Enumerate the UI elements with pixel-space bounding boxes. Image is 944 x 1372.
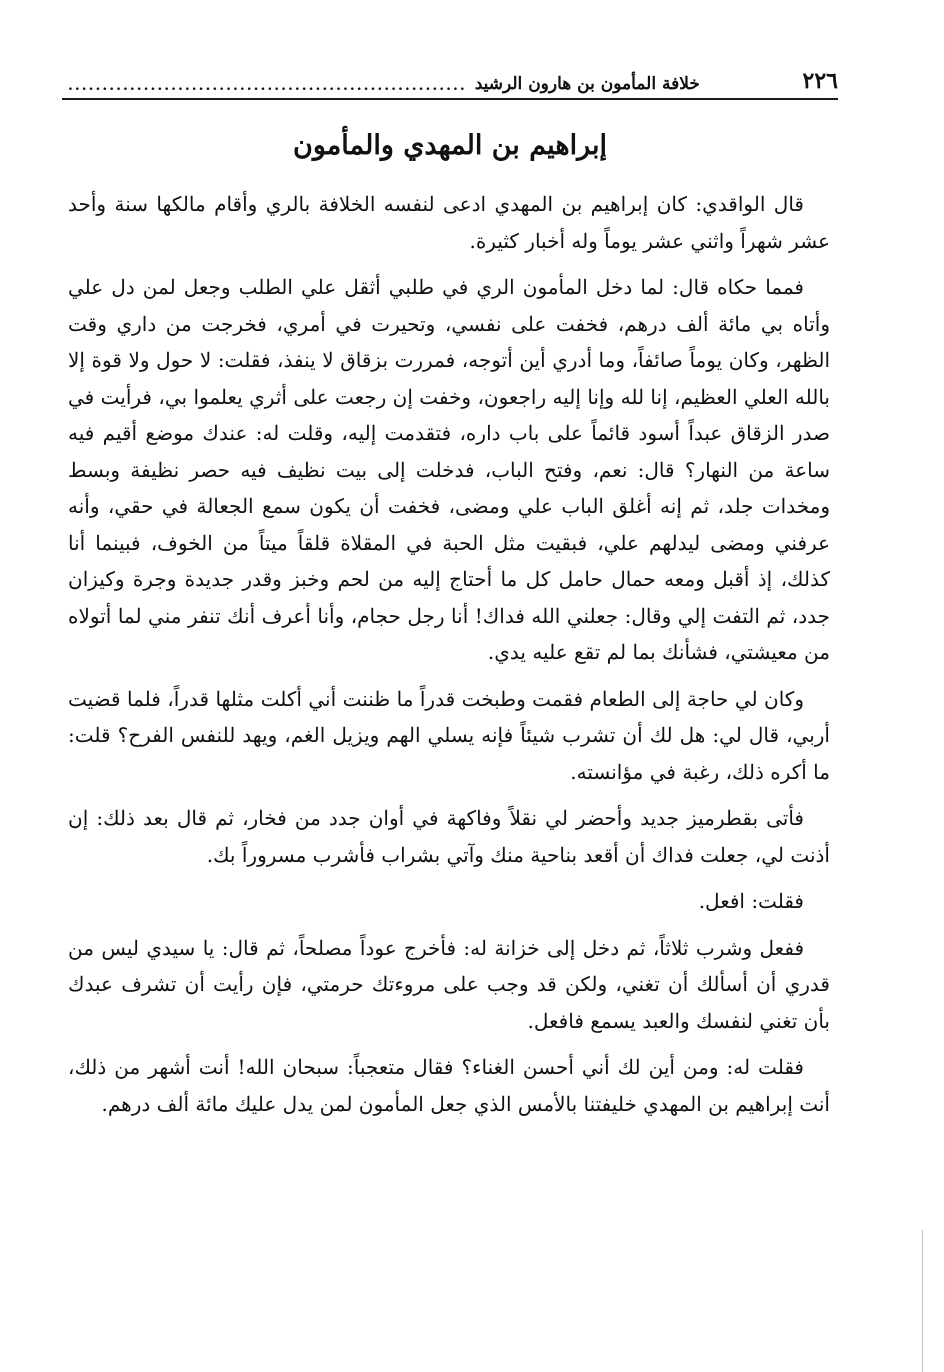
- paragraph: ففعل وشرب ثلاثاً، ثم دخل إلى خزانة له: فأخرج عوداً مصلحاً، ثم قال: يا سيدي ليس من قدري أن أسألك أن تغني، ولكن قد وجب على مروءتك حرمتي، فإن رأيت أن تشرف عبدك بأن تغني لنفسك والعبد يسمع فافعل.: [68, 935, 830, 1033]
- paragraph: فقلت: افعل.: [698, 889, 804, 913]
- paragraph: فمما حكاه قال: لما دخل المأمون الري في طلبي أثقل علي الطلب وجعل لمن دل علي وأتاه بي مائة ألف درهم، فخفت على نفسي، وتحيرت في أمري، فخرجت من داري وقت الظهر، وكان يوماً صائفاً، وما أدري أين أتوجه، فمررت بزقاق لا ينفذ، فقلت: لا حول ولا قوة إلا بالله العلي العظيم، إنا لله وإنا إليه راجعون، وخفت إن رجعت على أثري يعلموا بي، فرأيت في صدر الزقاق عبداً أسود قائماً على باب داره، فتقدمت إليه، وقلت له: عندك موضع أقيم فيه ساعة من النهار؟ قال: نعم، وفتح الباب، فدخلت إلى بيت نظيف فيه حصر نظيفة وبسط ومخدات جلد، ثم إنه أغلق الباب علي ومضى، فخفت أن يكون سمع الجعالة في حقي، وأنه عرفني ومضى ليدلهم علي، فبقيت مثل الحبة في المقلاة قلقاً ميتاً من الخوف، فبينما أنا كذلك، إذ أقبل ومعه حمال حامل كل ما أحتاج إليه من لحم وخبز وقدر جديدة وجرة وكيزان جدد، ثم التفت إلي وقال: جعلني الله فداك! أنا رجل حجام، وأنا أعرف أنك تنفر مني لما أتولاه من معيشتي، فشأنك بما لم تقع عليه يدي.: [68, 275, 830, 664]
- paragraph: فقلت له: ومن أين لك أني أحسن الغناء؟ فقال متعجباً: سبحان الله! أنت أشهر من ذلك، أنت إبراهيم بن المهدي خليفتنا بالأمس الذي جعل المأمون لمن يدل عليك مائة ألف درهم.: [68, 1055, 830, 1116]
- paragraph: قال الواقدي: كان إبراهيم بن المهدي ادعى لنفسه الخلافة بالري وأقام مالكها سنة وأحد عشر شهراً واثني عشر يوماً وله أخبار كثيرة.: [68, 192, 830, 253]
- header-title-group: [62, 74, 700, 94]
- paragraph: وكان لي حاجة إلى الطعام فقمت وطبخت قدراً ما ظننت أني أكلت مثلها قدراً، فلما قضيت أربي، قال لي: هل لك أن تشرب شيئاً فإنه يسلي الهم ويزيل الغم، ويهد للنفس الفرح؟ قلت: ما أكره ذلك، رغبة في مؤانسته.: [68, 686, 830, 784]
- page-edge-line: [922, 1230, 923, 1372]
- body-text: [68, 186, 830, 1132]
- running-header: [62, 60, 838, 100]
- header-leader-dots: ..........................................................: [68, 78, 467, 94]
- page-number: ٢٢٦: [802, 68, 838, 94]
- paragraph: فأتى بقطرميز جديد وأحضر لي نقلاً وفاكهة في أوان جدد من فخار، ثم قال بعد ذلك: إن أذنت لي، جعلت فداك أن أقعد بناحية منك وآتي بشراب فأشرب مسروراً بك.: [68, 806, 830, 867]
- book-title: خلافة المأمون بن هارون الرشيد: [474, 74, 700, 94]
- section-title: إبراهيم بن المهدي والمأمون: [293, 130, 607, 161]
